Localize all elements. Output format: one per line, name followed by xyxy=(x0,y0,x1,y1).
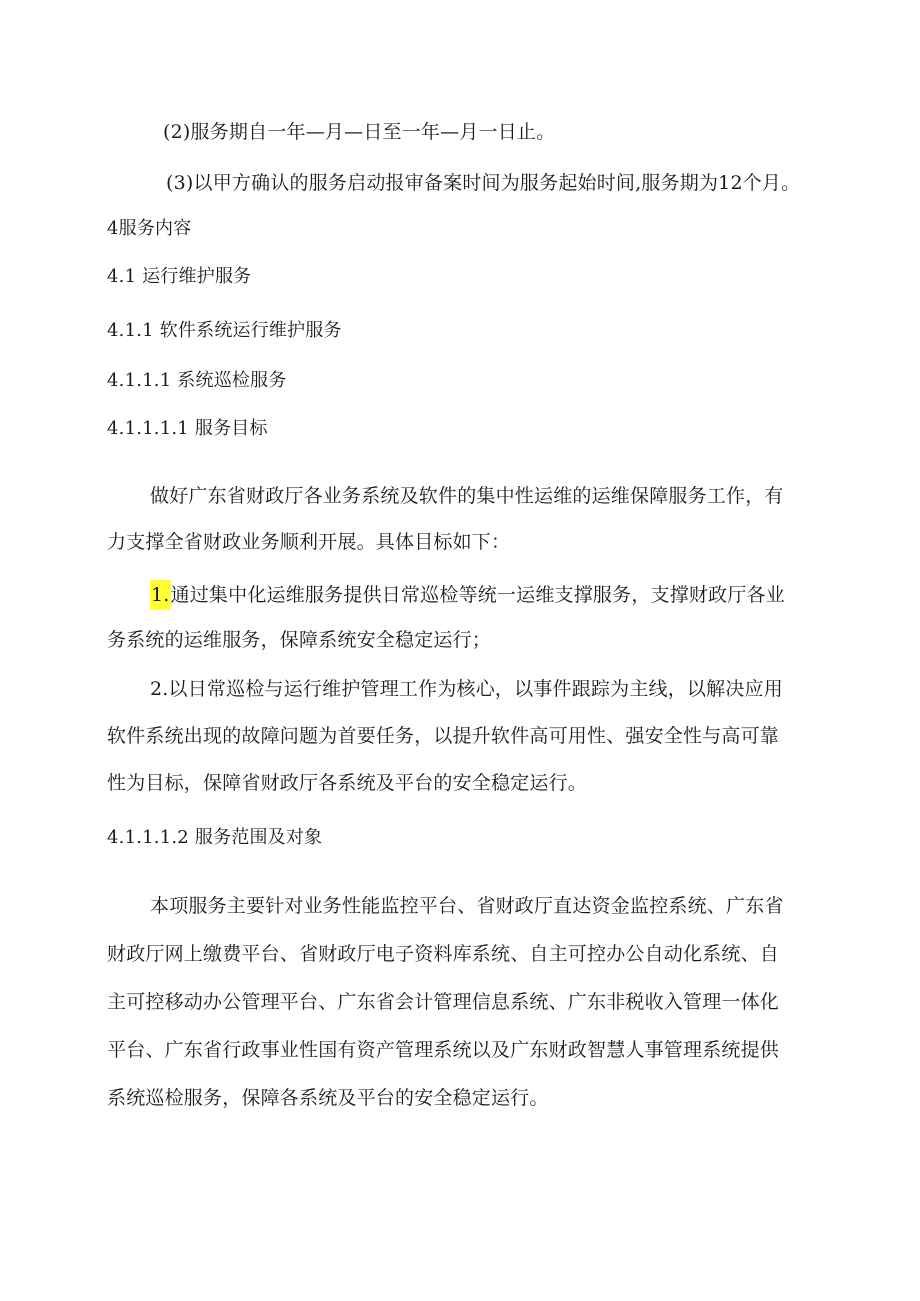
scope-line-2: 财政厅网上缴费平台、省财政厅电子资料库系统、自主可控办公自动化系统、自 xyxy=(107,943,780,965)
goal-item-2-line-1: 2.以日常巡检与运行维护管理工作为核心，以事件跟踪为主线，以解决应用 xyxy=(150,678,783,700)
heading-4-1: 4.1 运行维护服务 xyxy=(107,266,252,287)
heading-4-1-1-1-2: 4.1.1.1.2 服务范围及对象 xyxy=(107,827,323,848)
goal-item-1-line-2: 务系统的运维服务，保障系统安全稳定运行； xyxy=(107,629,492,651)
goal-intro-line-2: 力支撑全省财政业务顺利开展。具体目标如下： xyxy=(107,531,511,553)
goal-item-1-text: 通过集中化运维服务提供日常巡检等统一运维支撑服务，支撑财政厅各业 xyxy=(170,584,785,606)
highlighted-item-number: 1. xyxy=(150,580,171,610)
heading-4-1-1-1-1: 4.1.1.1.1 服务目标 xyxy=(107,418,268,439)
scope-line-5: 系统巡检服务，保障各系统及平台的安全稳定运行。 xyxy=(107,1087,549,1109)
heading-4-1-1: 4.1.1 软件系统运行维护服务 xyxy=(107,320,342,341)
goal-item-2-line-3: 性为目标，保障省财政厅各系统及平台的安全稳定运行。 xyxy=(107,772,588,794)
goal-item-2-line-2: 软件系统出现的故障问题为首要任务，以提升软件高可用性、强安全性与高可靠 xyxy=(107,725,780,747)
scope-line-1: 本项服务主要针对业务性能监控平台、省财政厅直达资金监控系统、广东省 xyxy=(150,895,784,917)
goal-item-1-line-1 xyxy=(150,582,785,608)
heading-4: 4服务内容 xyxy=(107,218,192,239)
scope-line-4: 平台、广东省行政事业性国有资产管理系统以及广东财政智慧人事管理系统提供 xyxy=(107,1039,780,1061)
service-period-item-2: (2)服务期自一年—月—日至一年—月一日止。 xyxy=(163,121,556,143)
heading-4-1-1-1: 4.1.1.1 系统巡检服务 xyxy=(107,370,287,391)
scope-line-3: 主可控移动办公管理平台、广东省会计管理信息系统、广东非税收入管理一体化 xyxy=(107,991,780,1013)
service-period-item-3: (3)以甲方确认的服务启动报审备案时间为服务起始时间,服务期为12个月。 xyxy=(166,172,801,194)
goal-intro-line-1: 做好广东省财政厅各业务系统及软件的集中性运维的运维保障服务工作，有 xyxy=(150,485,784,507)
